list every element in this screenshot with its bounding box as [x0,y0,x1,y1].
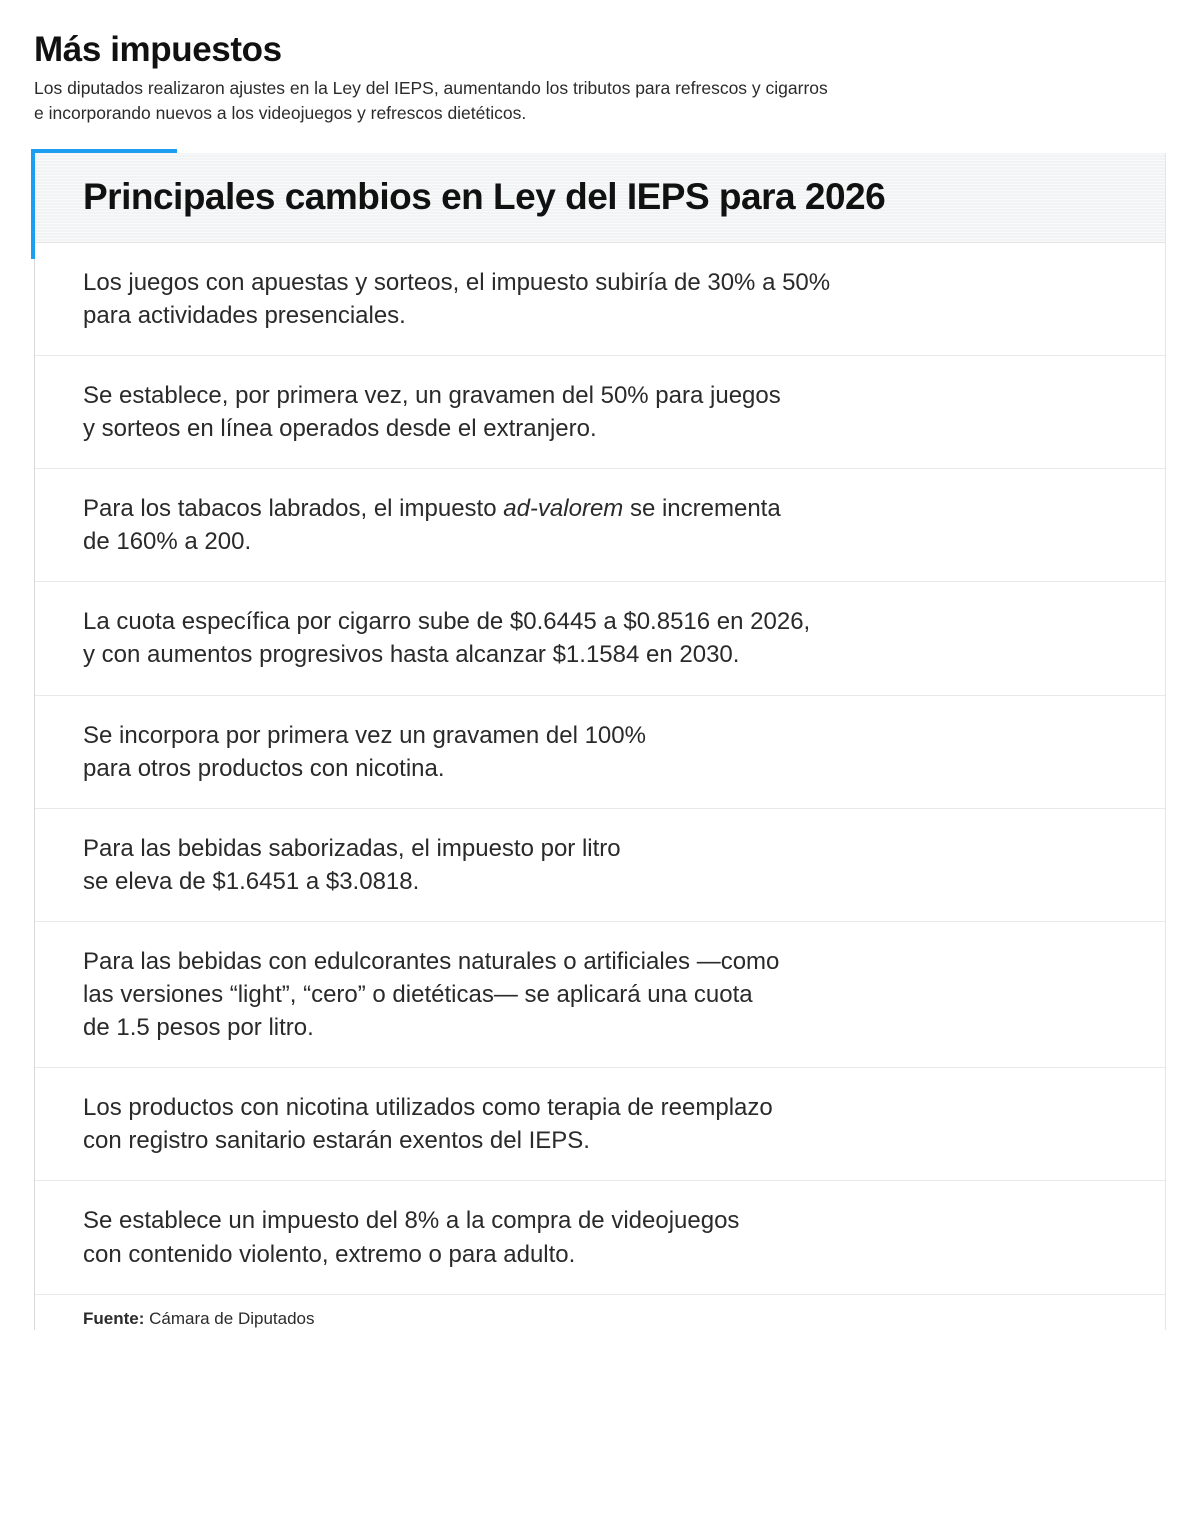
list-item-line: Para las bebidas saborizadas, el impuesto por litro [83,834,621,862]
card-title-bar [35,153,1165,243]
list-item-line: para otros productos con nicotina. [83,754,445,782]
list-item-line: Se establece, por primera vez, un gravamen del 50% para juegos [83,381,781,409]
list-item [35,356,1165,469]
list-item-line: con registro sanitario estarán exentos del IEPS. [83,1127,590,1155]
source-value: Cámara de Diputados [149,1308,315,1328]
list-item [35,469,1165,582]
article-standfirst [34,76,1094,126]
list-item-line: de 1.5 pesos por litro. [83,1014,314,1042]
list-item-line [83,495,781,522]
changes-card [34,153,1166,1330]
standfirst-line-1: Los diputados realizaron ajustes en la Ley del IEPS, aumentando los tributos para refrescos y cigarros [34,78,828,99]
list-item-line: Para las bebidas con edulcorantes naturales o artificiales —como [83,947,780,975]
page-title: Más impuestos [34,30,282,69]
source-label: Fuente: [83,1308,145,1328]
list-item-line: de 160% a 200. [83,528,252,556]
list-item-line: Los juegos con apuestas y sorteos, el impuesto subiría de 30% a 50% [83,268,831,296]
list-item [35,809,1165,922]
list-item-line: y sorteos en línea operados desde el extranjero. [83,414,597,442]
source-credit [35,1295,1165,1330]
list-item-emphasis: ad-valorem [503,495,624,523]
list-item-line: Se establece un impuesto del 8% a la compra de videojuegos [83,1207,740,1235]
list-item-line: con contenido violento, extremo o para adulto. [83,1240,576,1268]
changes-list [35,243,1165,1295]
card-title: Principales cambios en Ley del IEPS para 2026 [83,175,886,217]
list-item [35,1068,1165,1181]
list-item [35,922,1165,1068]
list-item-text-post: se incrementa [623,495,781,523]
list-item [35,243,1165,356]
list-item-line: se eleva de $1.6451 a $3.0818. [83,867,420,895]
list-item-line: y con aumentos progresivos hasta alcanzar $1.1584 en 2030. [83,641,740,669]
list-item-line: las versiones “light”, “cero” o dietéticas— se aplicará una cuota [83,981,753,1009]
accent-bar-left [31,149,35,259]
list-item-line: Los productos con nicotina utilizados como terapia de reemplazo [83,1094,773,1122]
accent-bar-top [35,149,177,153]
list-item [35,1181,1165,1294]
list-item-line: La cuota específica por cigarro sube de $0.6445 a $0.8516 en 2026, [83,608,811,636]
list-item [35,582,1165,695]
list-item [35,696,1165,809]
list-item-text-pre: Para los tabacos labrados, el impuesto [83,495,504,523]
standfirst-line-2: e incorporando nuevos a los videojuegos y refrescos dietéticos. [34,103,527,124]
list-item-line: Se incorpora por primera vez un gravamen del 100% [83,721,646,749]
list-item-line: para actividades presenciales. [83,301,406,329]
